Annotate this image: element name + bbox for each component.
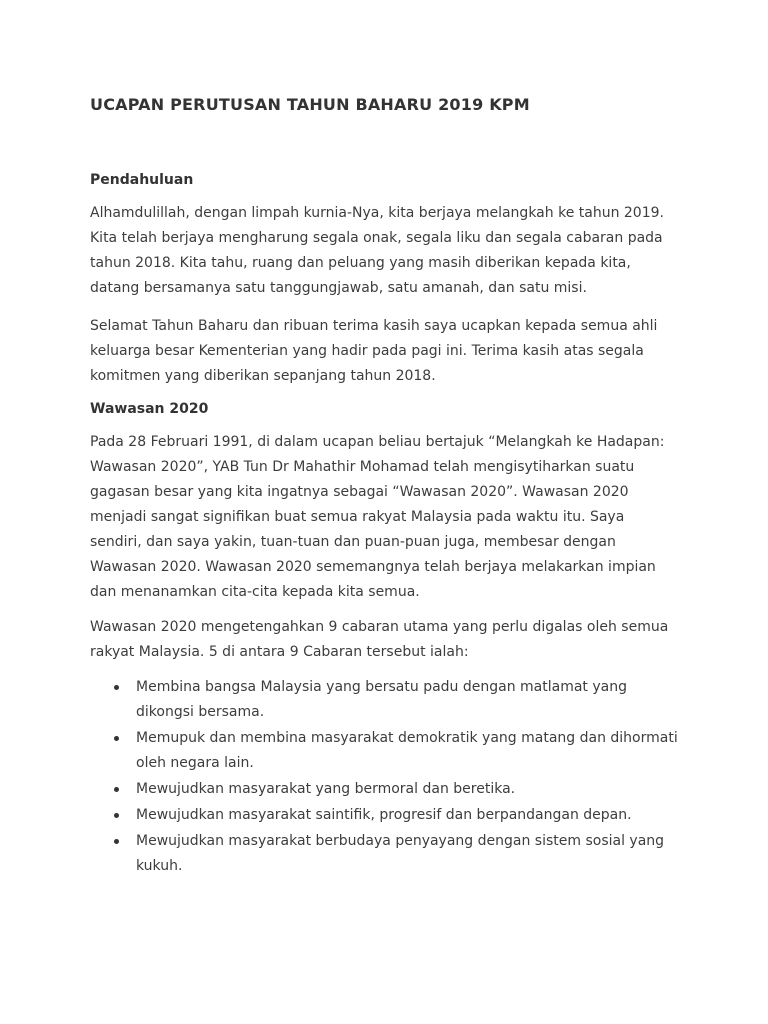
list-item-text: Mewujudkan masyarakat berbudaya penyayang dengan sistem sosial yang kukuh. — [136, 833, 665, 874]
document-title: UCAPAN PERUTUSAN TAHUN BAHARU 2019 KPM — [90, 95, 530, 114]
bullet-icon — [114, 736, 119, 741]
list-item — [136, 726, 680, 776]
list-item-text: Mewujudkan masyarakat yang bermoral dan beretika. — [136, 781, 516, 797]
paragraph-intro: Alhamdulillah, dengan limpah kurnia-Nya, kita berjaya melangkah ke tahun 2019. Kita telah berjaya mengharung segala onak, segala liku dan segala cabaran pada tahun 2018. Kita tahu, ruang dan peluang yang masih diberikan kepada kita, datang bersamanya satu tanggungjawab, satu amanah, dan satu misi. — [90, 205, 664, 296]
bullet-icon — [114, 813, 119, 818]
bullet-icon — [114, 839, 119, 844]
paragraph-thanks: Selamat Tahun Baharu dan ribuan terima kasih saya ucapkan kepada semua ahli keluarga besar Kementerian yang hadir pada pagi ini. Terima kasih atas segala komitmen yang diberikan sepanjang tahun 2018. — [90, 318, 658, 384]
list-item-text: Mewujudkan masyarakat saintifik, progresif dan berpandangan depan. — [136, 807, 632, 823]
list-item — [136, 675, 680, 725]
section-heading-wawasan-2020: Wawasan 2020 — [90, 401, 209, 417]
list-item-text: Memupuk dan membina masyarakat demokratik yang matang dan dihormati oleh negara lain. — [136, 730, 678, 771]
list-item — [136, 777, 680, 802]
paragraph-wawasan-challenges: Wawasan 2020 mengetengahkan 9 cabaran utama yang perlu digalas oleh semua rakyat Malaysia. 5 di antara 9 Cabaran tersebut ialah: — [90, 619, 669, 660]
list-item — [136, 803, 680, 828]
bullet-icon — [114, 685, 119, 690]
list-item — [136, 829, 680, 879]
list-item-text: Membina bangsa Malaysia yang bersatu padu dengan matlamat yang dikongsi bersama. — [136, 679, 627, 720]
bullet-icon — [114, 787, 119, 792]
document-page — [90, 94, 680, 880]
section-heading-pendahuluan: Pendahuluan — [90, 172, 194, 188]
paragraph-wawasan-history: Pada 28 Februari 1991, di dalam ucapan beliau bertajuk “Melangkah ke Hadapan: Wawasan 2020”, YAB Tun Dr Mahathir Mohamad telah mengisytiharkan suatu gagasan besar yang kita ingatnya sebagai “Wawasan 2020”. Wawasan 2020 menjadi sangat signifikan buat semua rakyat Malaysia pada waktu itu. Saya sendiri, dan saya yakin, tuan-tuan dan puan-puan juga, membesar dengan Wawasan 2020. Wawasan 2020 sememangnya telah berjaya melakarkan impian dan menanamkan cita-cita kepada kita semua. — [90, 434, 665, 600]
challenges-list — [90, 675, 680, 879]
